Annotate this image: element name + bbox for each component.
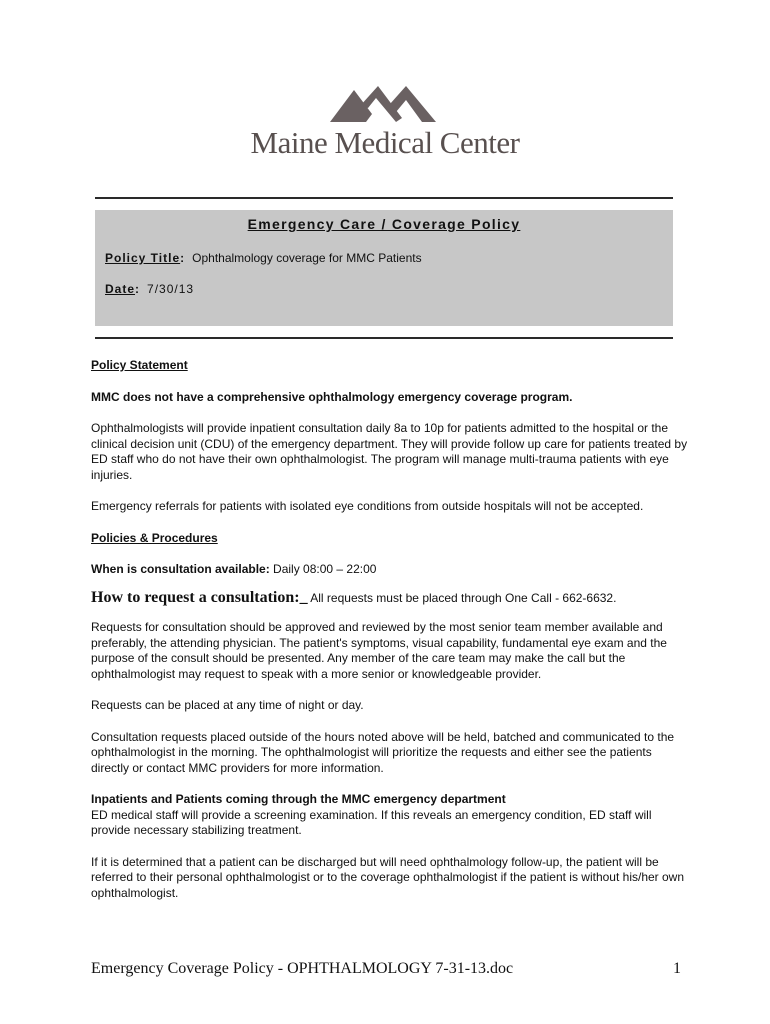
- availability-line: [91, 562, 691, 578]
- paragraph: Consultation requests placed outside of the hours noted above will be held, batched and communicated to the ophthalmologist in the morning. The ophthalmologist will prioritize the requests and either see the patients directly or contact MMC providers for more information.: [91, 729, 675, 775]
- top-rule: [95, 197, 673, 199]
- how-to-request-line: [91, 590, 691, 607]
- page-footer: [91, 960, 681, 978]
- paragraph: Ophthalmologists will provide inpatient consultation daily 8a to 10p for patients admitted to the hospital or the clinical decision unit (CDU) of the emergency department. They will provide follow up care for patients treated by ED staff who do not have their own ophthalmologist. The program will manage multi-trauma patients with eye injuries.: [91, 421, 688, 482]
- paragraph: If it is determined that a patient can be discharged but will need ophthalmology follow-up, the patient will be referred to their personal ophthalmologist or to the coverage ophthalmologist if the patient is without his/her own ophthalmologist.: [91, 854, 685, 900]
- policy-title-value: Ophthalmology coverage for MMC Patients: [192, 251, 422, 265]
- date-value: 7/30/13: [147, 282, 195, 296]
- date-label: Date: [105, 282, 136, 296]
- page-number: 1: [673, 960, 681, 977]
- policy-title-line: [105, 251, 422, 265]
- paragraph: Requests can be placed at any time of night or day.: [91, 698, 364, 712]
- colon: :: [135, 282, 140, 296]
- footer-filename: Emergency Coverage Policy - OPHTHALMOLOGY 7-31-13.doc: [91, 960, 514, 977]
- availability-label: When is consultation available:: [91, 562, 270, 576]
- logo: [0, 80, 770, 160]
- policy-statement-heading: Policy Statement: [91, 358, 188, 372]
- paragraph: ED medical staff will provide a screening examination. If this reveals an emergency condition, ED staff will provide necessary stabilizing treatment.: [91, 807, 652, 837]
- policy-body: [91, 358, 691, 901]
- logo-text: Maine Medical Center: [250, 125, 520, 160]
- how-to-request-label: How to request a consultation:_: [91, 588, 308, 606]
- policy-title-label: Policy Title: [105, 251, 181, 265]
- lead-statement: MMC does not have a comprehensive ophthalmology emergency coverage program.: [91, 389, 573, 404]
- availability-value: Daily 08:00 – 22:00: [273, 562, 377, 576]
- inpatients-heading: Inpatients and Patients coming through the MMC emergency department: [91, 792, 506, 806]
- procedures-heading: Policies & Procedures: [91, 530, 218, 545]
- bottom-rule: [95, 337, 673, 339]
- colon: :: [180, 251, 185, 265]
- policy-header-box: [95, 210, 673, 326]
- policy-box-title: Emergency Care / Coverage Policy: [247, 216, 521, 232]
- mountain-logo-icon: [330, 86, 440, 122]
- paragraph: Requests for consultation should be approved and reviewed by the most senior team member available and preferably, the attending physician. The patient's symptoms, visual capability, fundamental eye exam and the purpose of the consult should be presented. Any member of the care team may make the call but the ophthalmologist may request to speak with a more senior or knowledgeable provider.: [91, 620, 667, 681]
- date-line: [105, 282, 194, 296]
- paragraph: Emergency referrals for patients with isolated eye conditions from outside hospitals will not be accepted.: [91, 499, 644, 513]
- how-to-request-value: All requests must be placed through One Call - 662-6632.: [310, 590, 617, 605]
